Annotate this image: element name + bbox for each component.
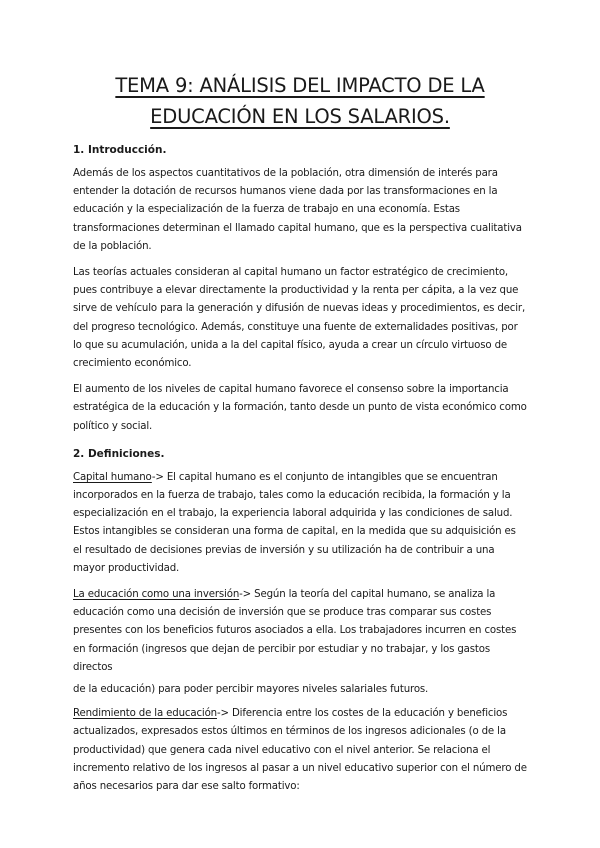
- definition-text-capital-humano: -> El capital humano es el conjunto de intangibles que se encuentran incorporados en la fuerza de trabajo, tales como la educación recibida, la formación y la especialización en el trabajo, la experiencia laboral adquirida y las condiciones de salud. Estos intangibles se consideran una forma de capital, en la medida que su adquisición es el resultado de decisiones previas de inversión y su utilización ha de contribuir a una mayor productividad.: [73, 471, 516, 574]
- section-heading-introduccion: 1. Introducción.: [73, 144, 167, 156]
- definition-rendimiento-educacion: [73, 705, 527, 796]
- definition-educacion-inversion: [73, 586, 527, 699]
- definition-text-rendimiento-educacion: -> Diferencia entre los costes de la educación y beneficios actualizados, expresados estos últimos en términos de los ingresos adicionales (o de la productividad) que genera cada nivel educativo con el nivel anterior. Se relaciona el incremento relativo de los ingresos al pasar a un nivel educativo superior con el número de años necesarios para dar ese salto formativo:: [73, 708, 527, 793]
- definition-continuation-educacion-inversion: de la educación) para poder percibir mayores niveles salariales futuros.: [73, 684, 429, 696]
- term-rendimiento-educacion: Rendimiento de la educación: [73, 708, 217, 720]
- document-title: TEMA 9: ANÁLISIS DEL IMPACTO DE LA EDUCACIÓN EN LOS SALARIOS.: [115, 74, 485, 128]
- term-educacion-inversion: La educación como una inversión: [73, 589, 240, 601]
- section-heading-definiciones: 2. Definiciones.: [73, 447, 165, 460]
- definition-capital-humano: [73, 469, 527, 578]
- definition-text-educacion-inversion: -> Según la teoría del capital humano, se analiza la educación como una decisión de inversión que se produce tras comparar sus costes presentes con los beneficios futuros asociados a ella. Los trabajadores incurren en costes en formación (ingresos que dejan de percibir por estudiar y no trabajar, y los gastos directos: [73, 589, 517, 673]
- intro-paragraph-2: Las teorías actuales consideran al capital humano un factor estratégico de crecimiento, pues contribuye a elevar directamente la productividad y la renta per cápita, a la vez que sirve de vehículo para la generación y difusión de nuevas ideas y procedimientos, es decir, del progreso tecnológico. Además, constituye una fuente de externalidades positivas, por lo que su acumulación, unida a la del capital físico, ayuda a crear un círculo virtuoso de crecimiento económico.: [73, 267, 526, 370]
- intro-paragraph-3: El aumento de los niveles de capital humano favorece el consenso sobre la importancia estratégica de la educación y la formación, tanto desde un punto de vista económico como político y social.: [73, 384, 527, 432]
- intro-paragraph-1: Además de los aspectos cuantitativos de la población, otra dimensión de interés para entender la dotación de recursos humanos viene dada por las transformaciones en la educación y la especialización de la fuerza de trabajo en una economía. Estas transformaciones determinan el llamado capital humano, que es la perspectiva cualitativa de la población.: [73, 168, 522, 252]
- term-capital-humano: Capital humano: [73, 471, 152, 483]
